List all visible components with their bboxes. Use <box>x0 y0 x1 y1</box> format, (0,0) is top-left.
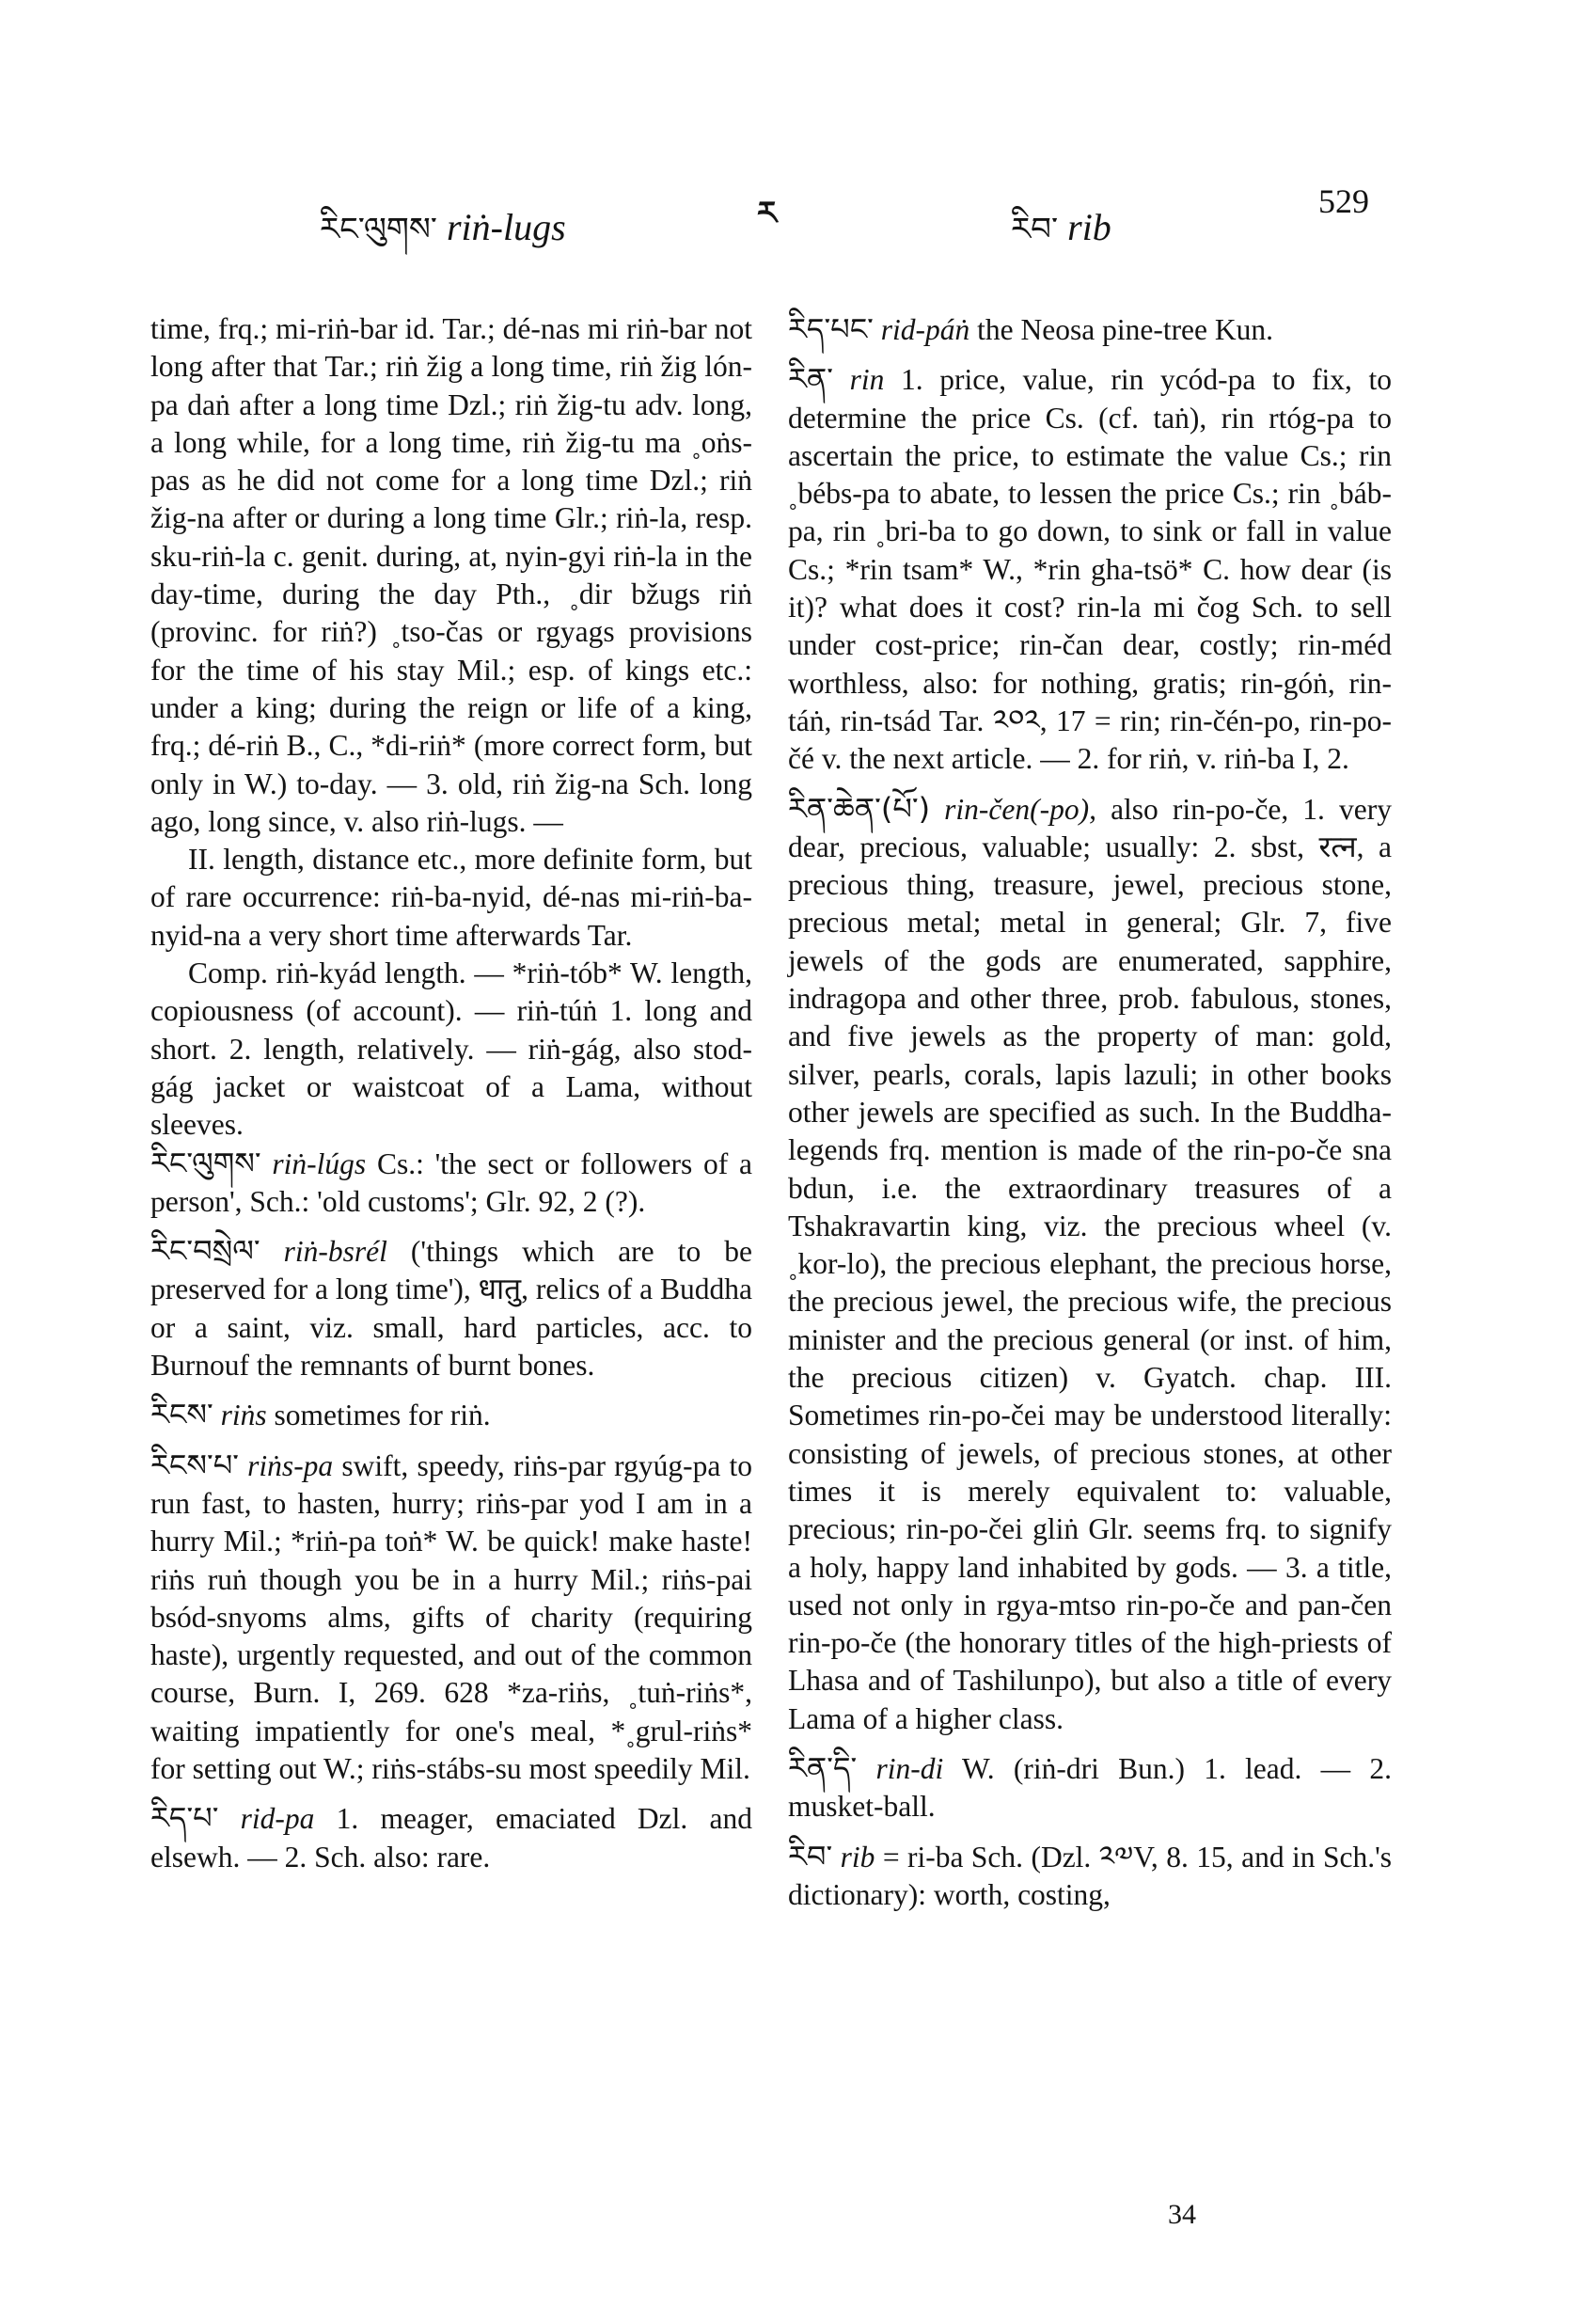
dictionary-entry <box>150 1799 752 1876</box>
entry-headword: riṅs-pa <box>247 1448 334 1482</box>
page-number: 529 <box>1318 182 1369 220</box>
running-head-left-tibetan: རིང་ལུགས་ <box>320 211 437 248</box>
entry-definition: ('things which are to be preserved for a long time'), धातु, relics of a Buddha or a saint, viz. small, hard particles, acc. to Burnouf the remnants of burnt bones. <box>150 1235 753 1383</box>
entry-tibetan-headword: རིང་བསྲེལ་ <box>150 1233 260 1270</box>
entry-tibetan-headword: རིད་པང་ <box>788 311 874 347</box>
right-column <box>788 310 1392 1925</box>
entry-headword: rin-di <box>875 1751 944 1785</box>
entry-definition: W. (riṅ-dri Bun.) 1. lead. — 2. musket-ball. <box>788 1751 1392 1824</box>
dictionary-entry <box>788 1749 1392 1826</box>
dictionary-entry <box>788 360 1392 778</box>
entry-tibetan-headword: རིངས་ <box>150 1397 213 1433</box>
entry-definition: the Neosa pine-tree Kun. <box>977 313 1274 346</box>
entry-headword: rid-pa <box>240 1802 315 1836</box>
entry-definition: sometimes for riṅ. <box>274 1399 491 1432</box>
entry-definition: also rin-po-če, 1. very dear, precious, valuable; usually: 2. sbst, रत्न, a precious thing, treasure, jewel, precious stone, precious metal; metal in general; Glr. 7, five jewels of the gods are enumerated, sapphire, indragopa and other three, prob. fabulous, stones, and five jewels as the property of man: gold, silver, pearls, corals, lapis lazuli; in other books other jewels are specified as such. In the Buddha-legends frq. mention is made of the rin-po-če sna bdun, i.e. the extraordinary treasures of a Tshakravartin king, viz. the precious wheel (v. ˳kor-lo), the precious elephant, the precious horse, the precious jewel, the precious wife, the precious minister and the precious general (or inst. of him, the precious citizen) v. Gyatch. chap. III. Sometimes rin-po-čei may be understood literally: consisting of jewels, of precious stones, at other times it is merely equivalent to: valuable, precious; rin-po-čei gliṅ Glr. seems frq. to signify a holy, happy land inhabited by gods. — 3. a title, used not only in rgya-mtso rin-po-če and pan-čen rin-po-če (the honorary titles of the high-priests of Lhasa and of Tashilunpo), but also a title of every Lama of a higher class. <box>788 792 1392 1735</box>
entry-headword: rin <box>849 363 885 397</box>
dictionary-entry <box>788 790 1392 1738</box>
dictionary-entry <box>788 1838 1392 1915</box>
entry-sense-length: II. length, distance etc., more definite form, but of rare occurrence: riṅ-ba-nyid, dé-nas mi-riṅ-ba-nyid-na a very short time afterwards Tar. <box>150 843 752 952</box>
entry-headword: riṅs <box>220 1399 267 1432</box>
dictionary-entry <box>150 1232 752 1384</box>
running-head-right-tibetan: རིབ་ <box>1011 211 1059 248</box>
entry-definition: 1. price, value, rin ycód-pa to fix, to determine the price Cs. (cf. taṅ), rin rtóg-pa to ascertain the price, to estimate the value Cs.; rin ˳bébs-pa to abate, to lessen the price Cs.; rin ˳báb-pa, rin ˳bri-ba to go down, to sink or fall in value Cs.; *rin tsam* W., *rin gha-tsö* C. how dear (is it)? what does it cost? rin-la mi čog Sch. to sell under cost-price; rin-čan dear, costly; rin-méd worthless, also: for nothing, gratis; rin-góṅ, rin-táṅ, rin-tsád Tar. ༢༠༢, 17 = rin; rin-čén-po, rin-po-čé v. the next article. — 2. for riṅ, v. riṅ-ba I, 2. <box>788 363 1393 776</box>
dictionary-entry <box>150 1447 752 1789</box>
entry-tibetan-headword: རིབ་ <box>788 1838 833 1874</box>
entry-headword: rid-páṅ <box>880 313 970 346</box>
dictionary-entry <box>150 1145 752 1222</box>
section-letter-mark: ར <box>757 195 778 232</box>
entry-tibetan-headword: རིངས་པ་ <box>150 1447 239 1483</box>
dictionary-entry <box>788 310 1392 349</box>
entry-definition: swift, speedy, riṅs-par rgyúg-pa to run fast, to hasten, hurry; riṅs-par yod I am in a hurry Mil.; *riṅ-pa toṅ* W. be quick! make haste! riṅs ruṅ though you be in a hurry Mil.; riṅs-pai bsód-snyoms alms, gifts of charity (requiring haste), urgently requested, and out of the common course, Burn. I, 269. 628 *za-riṅs, ˳tuṅ-riṅs*, waiting impatiently for one's meal, *˳grul-riṅs* for setting out W.; riṅs-stábs-su most speedily Mil. <box>150 1448 753 1785</box>
entry-headword: riṅ-lúgs <box>272 1146 367 1180</box>
page-header <box>0 0 1576 282</box>
entry-compounds: Comp. riṅ-kyád length. — *riṅ-tób* W. length, copiousness (of account). — riṅ-túṅ 1. long and short. 2. length, relatively. — riṅ-gág, also stod-gág jacket or waistcoat of a Lama, without sleeves. <box>150 956 752 1142</box>
entry-definition: 1. meager, emaciated Dzl. and elsewh. — 2. Sch. also: rare. <box>150 1802 752 1873</box>
dictionary-entry <box>150 1396 752 1434</box>
running-head-right-translit: rib <box>1067 206 1111 248</box>
entry-definition: = ri-ba Sch. (Dzl. ༢༧V, 8. 15, and in Sch.'s dictionary): worth, costing, <box>788 1840 1393 1911</box>
entry-headword: rib <box>840 1840 875 1873</box>
signature-mark: 34 <box>1168 2199 1196 2230</box>
entry-headword: rin-čen(-po), <box>944 792 1096 826</box>
entry-headword: riṅ-bsrél <box>283 1235 387 1269</box>
entry-tibetan-headword: རིན་ <box>788 361 834 398</box>
running-head-left-translit: riṅ-lugs <box>446 206 566 248</box>
entry-definition: Cs.: 'the sect or followers of a person', Sch.: 'old customs'; Glr. 92, 2 (?). <box>150 1146 753 1218</box>
entry-tibetan-headword: རིན་དི་ <box>788 1749 858 1786</box>
running-head-right <box>1011 193 1111 283</box>
continued-entry-text: time, frq.; mi-riṅ-bar id. Tar.; dé-nas mi riṅ-bar not long after that Tar.; riṅ žig a long time, riṅ žig lón-pa daṅ after a long time Dzl.; riṅ žig-tu adv. long, a long while, for a long time, riṅ žig-tu ma ˳oṅs-pas as he did not come for a long time Dzl.; riṅ žig-na after or during a long time Glr.; riṅ-la, resp. sku-riṅ-la c. genit. during, at, nyin-gyi riṅ-la in the day-time, during the day Pth., ˳dir bžugs riṅ (provinc. for riṅ?) ˳tso-čas or rgyags provisions for the time of his stay Mil.; esp. of kings etc.: under a king; during the reign or life of a king, frq.; dé-riṅ B., C., *di-riṅ* (more correct form, but only in W.) to-day. — 3. old, riṅ žig-na Sch. long ago, long since, v. also riṅ-lugs. — <box>150 312 752 838</box>
entry-tibetan-headword: རིན་ཆེན་(པོ་) <box>788 790 931 827</box>
entry-tibetan-headword: རིང་ལུགས་ <box>150 1145 261 1181</box>
entry-tibetan-headword: རིད་པ་ <box>150 1800 219 1837</box>
running-head-left <box>320 193 566 283</box>
left-column <box>150 310 752 1888</box>
